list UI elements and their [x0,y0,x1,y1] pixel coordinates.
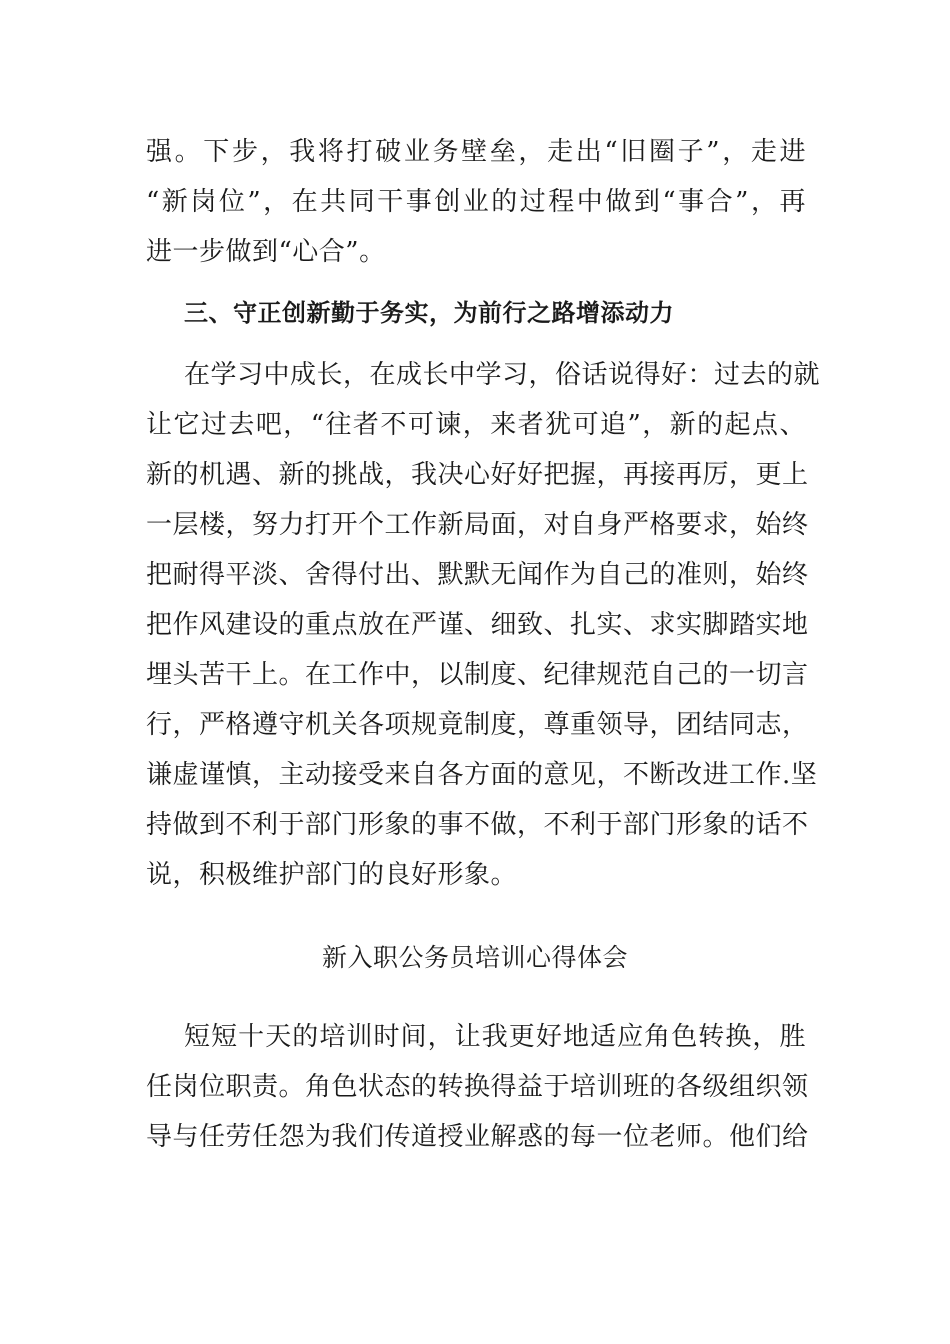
paragraph-line: 进一步做到“心合”。 [146,237,386,267]
section-heading: 三、守正创新勤于务实，为前行之路增添动力 [184,299,674,327]
paragraph-line: 让它过去吧，“往者不可谏，来者犹可追”，新的起点、 [146,410,806,440]
article-title: 新入职公务员培训心得体会 [321,943,628,972]
paragraph-line: 持做到不利于部门形象的事不做，不利于部门形象的话不 [146,810,809,840]
paragraph-line: 强。下步，我将打破业务壁垒，走出“旧圈子”，走进 [146,137,806,167]
paragraph-line: “新岗位”，在共同干事创业的过程中做到“事合”，再 [146,187,806,217]
paragraph-line: 导与任劳任怨为我们传道授业解惑的每一位老师。他们给 [146,1122,809,1152]
paragraph-line: 一层楼，努力打开个工作新局面，对自身严格要求，始终 [146,510,809,540]
paragraph-line: 说，积极维护部门的良好形象。 [146,860,518,890]
paragraph-line: 在学习中成长，在成长中学习，俗话说得好：过去的就 [184,360,821,390]
paragraph-line: 任岗位职责。角色状态的转换得益于培训班的各级组织领 [146,1072,809,1102]
paragraph-line: 短短十天的培训时间，让我更好地适应角色转换，胜 [184,1022,806,1052]
paragraph-line: 行，严格遵守机关各项规竟制度，尊重领导，团结同志， [146,710,809,740]
paragraph-line: 新的机遇、新的挑战，我决心好好把握，再接再厉，更上 [146,460,809,490]
paragraph-line: 把耐得平淡、舍得付出、默默无闻作为自己的准则，始终 [146,560,809,590]
paragraph-line: 把作风建设的重点放在严谨、细致、扎实、求实脚踏实地 [146,610,809,640]
paragraph-line: 谦虚谨慎，主动接受来自各方面的意见，不断改进工作.坚 [146,760,818,790]
paragraph-line: 埋头苦干上。在工作中，以制度、纪律规范自己的一切言 [146,660,809,690]
